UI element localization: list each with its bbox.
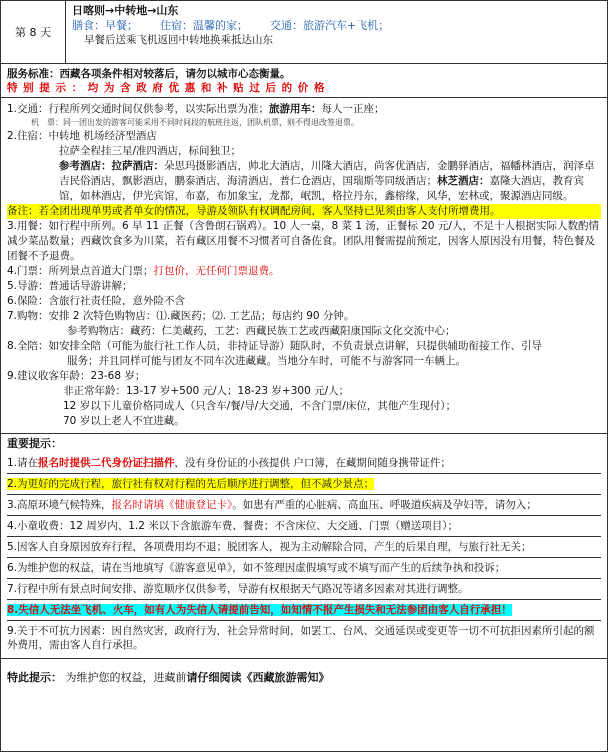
day-body [66,1,607,63]
day-lodging: 住宿：温馨的家； [160,19,248,32]
tip-3 [7,495,601,516]
tip-1-b: 报名时提供二代身份证扫描件 [38,457,175,469]
tip-9: 9.关于不可抗力因素：因自然灾害，政府行为，社会异常时间，如罢工、台风、交通延误或变更等一切不可抗拒因素所引起的额外费用，需由客人自行承担。 [7,625,595,651]
special-price-note: 特 别 提 示 ： 均 为 含 政 府 优 惠 和 补 贴 过 后 的 价 格 [7,82,326,94]
day-info [72,18,601,33]
tip-4: 4.小童收费：12 周岁内、1.2 米以下含旅游车费、餐费；不含床位、大交通、门票（赠送项目）； [7,516,601,537]
tour-bus-label: 旅游用车： [269,103,322,115]
item-traffic [7,102,601,117]
reference-hotels [7,159,601,204]
special-guide-link: 请仔细阅读《西藏旅游需知》 [186,671,330,684]
tip-8-text: 8.失信人无法坐飞机、火车，如有人为失信人请提前告知，如知情不报产生损失和无法参团由客人自行承担！ [7,604,512,616]
item-shopping: 7.购物：安排 2 次特色购物店：⑴.藏医药；⑵. 工艺品；每店约 90 分钟。 [7,310,355,322]
special-label: 特此提示： [7,671,62,684]
linzhi-hotel-label: 林芝酒店： [437,175,490,187]
tour-bus-text: 每人一正座； [321,103,385,115]
item-ticket [7,264,601,279]
tip-8 [7,600,601,621]
item-escort: 8.全陪：如安排全陪（可能为旅行社工作人员，非持证导游）随队时，不负责景点讲解，只提供辅助衔接工作、引导 [7,340,543,352]
age-abnormal: 非正常年龄：13-17 岁+500 元/人；18-23 岁+300 元/人； [63,385,350,397]
escort-continued: 服务；并且同样可能与团友不同车次进藏藏。当地分车时，可能不与游客同一车辆上。 [67,355,466,367]
age-elderly: 70 岁以上老人不宜进藏。 [63,415,185,427]
item-age: 9.建议收客年龄：23-68 岁； [7,370,146,382]
item-food: 3.用餐：如行程中所列。6 早 11 正餐（含鲁朗石锅鸡）。10 人一桌，8 菜 1 汤，正餐标 20 元/人，不足十人根据实际人数酌情减少菜品数量；西藏饮食多为川菜，若有藏区用餐不习惯者可自备佐食。团队用餐需提前预定，因客人原因没有用餐，特色餐及团餐不予退费。 [7,220,599,262]
tip-7: 7.行程中所有景点时间安排、游览顺序仅供参考，导游有权根据天气路况等诸多因素对其进行调整。 [7,579,601,600]
day-meals: 膳食：早餐； [72,19,138,32]
lodging-remark: 备注：若全团出现单男或者单女的情况，导游及领队有权调配房间，客人坚持已见须由客人支付所增费用。 [7,204,601,219]
lodging-lhasa: 拉萨全程挂三星/准四酒店，标间独卫； [59,145,242,157]
item-lodging: 2.住宿：中转地 机场经济型酒店 [7,130,157,142]
ticket-note: 机 票：同一团出发的游客可能采用不同时间段的航班往返，团队机票，则不得退改签退票。 [31,118,359,127]
day-route: 日喀则→中转地→山东 [72,4,179,17]
tip-2 [7,474,601,495]
tip-5: 5.因客人自身原因放弃行程，各项费用均不退；脱团客人，视为主动解除合同，产生的后果自理，与旅行社无关； [7,537,601,558]
ref-hotel-list-b: 嘉隆大酒店，教育宾馆，如林酒店，伊光宾馆，布嘉，布加象宝，龙都，岷凯，格拉丹东，鑫榕缘，风华，宏林或，聚源酒店同级。 [59,175,584,202]
service-items [1,98,607,434]
ticket-no-refund: 打包价，无任何门票退费。 [153,265,280,277]
tip-6: 6.为维护您的权益，请在当地填写《游客意见单》，如不签理因虚假填写或不填写而产生的后续争执和投诉； [7,558,601,579]
tip-1-a: 1.请在 [7,457,39,469]
ref-hotel-list-a: 朵思玛摄影酒店，帅北大酒店，川隆大酒店，尚客优酒店，金鹏驿酒店，福幡林酒店，润泽卓吉民俗酒店，飘影酒店，鹏泰酒店，海清酒店，普仁仓酒店，国瑞斯等同级酒店； [59,160,595,187]
item-insurance: 6.保险：含旅行社责任险，意外险不含 [7,295,186,307]
ticket-text: 4.门票：所列景点首道大门票； [7,265,154,277]
ref-hotel-label: 参考酒店：拉萨酒店： [59,160,164,172]
item-guide: 5.导游：普通话导游讲解； [7,280,133,292]
tips-title: 重要提示： [7,437,62,450]
traffic-text: 1.交通：行程所列交通时间仅供参考，以实际出票为准； [7,103,270,115]
shopping-reference: 参考购物店：藏药：仁美藏药，工艺：西藏民族工艺或西藏阳康国际文化交流中心； [67,325,456,337]
important-tips [1,434,607,659]
service-standard: 服务标准：西藏各项条件相对较落后，请勿以城市心态衡量。 [7,68,291,80]
tip-3-b: 报名时请填《健康登记卡》 [111,499,233,511]
service-standard-block [1,64,607,98]
age-children: 12 岁以下儿童价格同成人（只含车/餐/导/大交通，不含门票/床位，其他产生现付）； [63,400,457,412]
day-description: 早餐后送乘飞机返回中转地换乘抵达山东 [84,34,273,46]
tip-3-c: 。如患有严重的心脏病、高血压、呼吸道疾病及孕妇等，请勿入； [232,499,537,511]
day-transport: 交通：旅游汽车+飞机； [270,19,390,32]
tip-1 [7,453,601,474]
day-label: 第 8 天 [1,1,66,63]
tip-1-c: ，没有身份证的小孩提供 户口簿，在藏期间随身携带证件； [174,457,451,469]
tip-3-a: 3.高原环境气候特殊， [7,499,112,511]
tip-2-text: 2.为更好的完成行程，旅行社有权对行程的先后顺序进行调整，但不减少景点； [7,478,375,490]
special-text: 为维护您的权益，进藏前 [65,671,187,684]
special-notice [1,659,607,695]
day-row [1,1,607,64]
